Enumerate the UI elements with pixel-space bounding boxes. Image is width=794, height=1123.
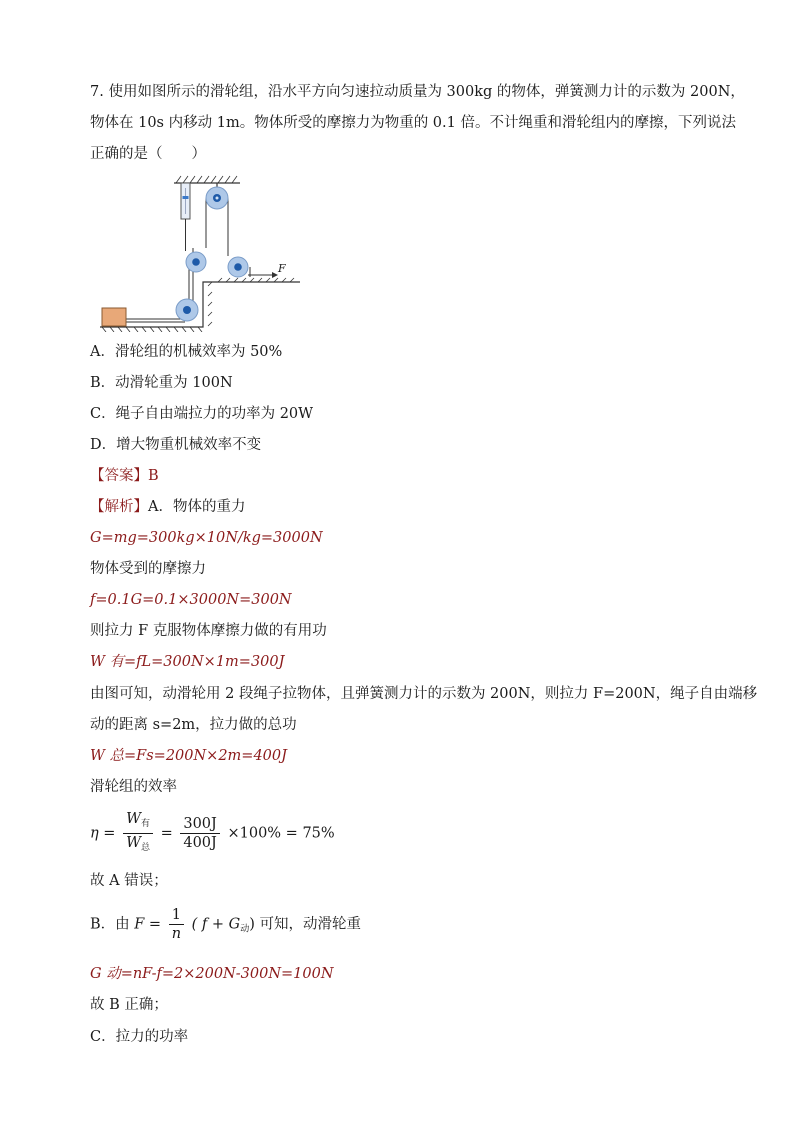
question-line-2: 物体在 10s 内移动 1m。物体所受的摩擦力为物重的 0.1 倍。不计绳重和滑轮组内的摩擦，下列说法 (90, 115, 736, 131)
pulley-middle-right (228, 257, 248, 277)
efficiency-formula (90, 810, 335, 857)
b-result-formula: G 动=nF-f=2×200N-300N=100N (90, 966, 334, 982)
useful-work-intro: 则拉力 F 克服物体摩擦力做的有用功 (90, 623, 327, 639)
b-frac-den: n (171, 926, 182, 942)
useful-work-var: W (126, 811, 141, 827)
friction-intro: 物体受到的摩擦力 (90, 561, 206, 577)
total-work-intro-1: 由图可知，动滑轮用 2 段绳子拉物体，且弹簧测力计的示数为 200N，则拉力 F=200N，绳子自由端移 (90, 686, 758, 702)
useful-work-formula: W 有=fL=300N×1m=300J (90, 654, 285, 670)
pulley-bottom (176, 299, 198, 321)
b-formula-right: ( f + G (191, 916, 241, 933)
eta-symbol: η = (90, 825, 116, 842)
answer-value: B (148, 468, 159, 484)
analysis-line-a (90, 497, 245, 517)
useful-work-sub: 有 (140, 819, 150, 829)
b-formula-sub: 动 (240, 924, 250, 935)
b-formula-close: ) (249, 916, 255, 933)
analysis-label: 【解析】 (90, 499, 148, 515)
b-prefix: B．由 (90, 916, 130, 933)
fixed-pulley-top (206, 187, 228, 209)
efficiency-intro: 滑轮组的效率 (90, 779, 177, 795)
option-d: D．增大物重机械效率不变 (90, 437, 262, 453)
option-a: A．滑轮组的机械效率为 50% (90, 344, 283, 360)
pulley-figure (90, 166, 310, 332)
c-intro: C．拉力的功率 (90, 1029, 189, 1045)
b-frac-num: 1 (169, 906, 184, 925)
b-formula-line (90, 906, 361, 943)
option-c: C．绳子自由端拉力的功率为 20W (90, 406, 314, 422)
total-work-sub: 总 (140, 843, 150, 853)
question-line-3: 正确的是（ ） (90, 146, 206, 162)
total-work-intro-2: 动的距离 s=2m，拉力做的总功 (90, 717, 297, 733)
value-denominator: 400J (183, 835, 217, 851)
value-fraction (180, 815, 220, 852)
a-conclusion: 故 A 错误； (90, 873, 168, 889)
b-conclusion: 故 B 正确； (90, 997, 168, 1013)
gravity-formula: G=mg=300kg×10N/kg=3000N (90, 530, 323, 546)
answer-label: 【答案】 (90, 468, 148, 484)
question-line-1: 7. 使用如图所示的滑轮组，沿水平方向匀速拉动质量为 300kg 的物体，弹簧测力计的示数为 200N， (90, 84, 745, 100)
value-numerator: 300J (180, 815, 220, 834)
work-ratio-fraction (123, 810, 153, 857)
block-object (102, 308, 126, 326)
analysis-a-intro: A．物体的重力 (148, 499, 246, 515)
total-work-var: W (126, 835, 141, 851)
pulley-middle-left (186, 252, 206, 272)
equals-sign: = (160, 825, 173, 842)
b-formula-left: F = (134, 916, 162, 933)
b-fraction (169, 906, 184, 943)
force-label: F (278, 262, 286, 275)
efficiency-result: ×100% = 75% (227, 825, 335, 842)
answer-line (90, 466, 159, 486)
total-work-formula: W 总=Fs=200N×2m=400J (90, 748, 287, 764)
b-suffix: 可知，动滑轮重 (259, 916, 362, 933)
option-b: B．动滑轮重为 100N (90, 375, 233, 391)
friction-formula: f=0.1G=0.1×3000N=300N (90, 592, 292, 608)
